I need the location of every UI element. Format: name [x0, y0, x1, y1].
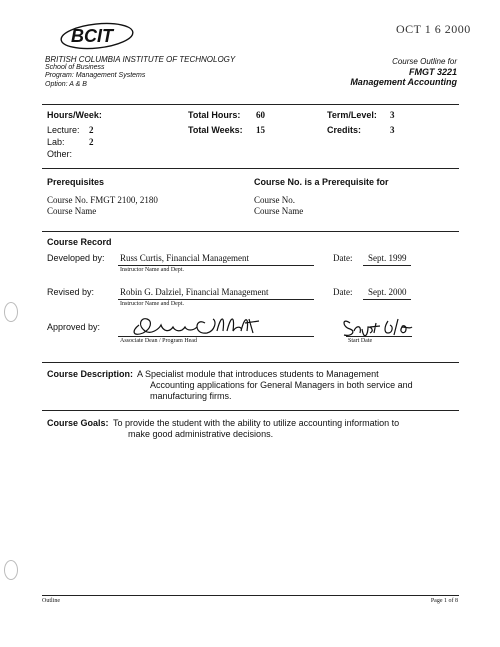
date-line [363, 299, 411, 300]
revised-caption: Instructor Name and Dept. [120, 301, 184, 307]
revised-date-label: Date: [333, 287, 353, 297]
option-name: Option: A & B [45, 81, 87, 88]
total-hours-label: Total Hours: [188, 110, 241, 120]
hours-week-label: Hours/Week: [47, 110, 102, 120]
prerequisite-for-title: Course No. is a Prerequisite for [254, 177, 389, 187]
course-code: FMGT 3221 [408, 67, 457, 77]
developed-by-value: Russ Curtis, Financial Management [120, 253, 249, 263]
date-line [363, 265, 411, 266]
start-date-caption: Start Date [348, 338, 373, 344]
course-goals-line: make good administrative decisions. [128, 429, 274, 439]
footer-left: Outline [42, 598, 60, 604]
term-level-label: Term/Level: [327, 110, 377, 120]
svg-text:BCIT: BCIT [71, 26, 113, 46]
course-description-label: Course Description: [47, 369, 134, 379]
course-goals-line: To provide the student with the ability to utilize accounting information to [113, 418, 400, 428]
divider [42, 104, 459, 105]
revised-by-value: Robin G. Dalziel, Financial Management [120, 287, 269, 297]
course-record-title: Course Record [47, 237, 112, 247]
developed-date-label: Date: [333, 253, 353, 263]
approved-by-label: Approved by: [47, 322, 101, 332]
punch-hole [4, 560, 18, 580]
lab-label: Lab: [47, 137, 65, 147]
term-level-value: 3 [390, 110, 395, 120]
total-weeks-value: 15 [256, 125, 265, 135]
course-goals-label: Course Goals: [47, 418, 109, 428]
signature-line [118, 299, 314, 300]
developed-date: Sept. 1999 [368, 253, 407, 263]
developed-caption: Instructor Name and Dept. [120, 267, 184, 273]
course-description-line: A Specialist module that introduces students to Management [137, 369, 379, 379]
signature-line [118, 336, 314, 337]
program-name: Program: Management Systems [45, 72, 146, 79]
footer-divider [42, 595, 459, 596]
page-number: Page 1 of 8 [430, 598, 458, 604]
credits-value: 3 [390, 125, 395, 135]
divider [42, 362, 459, 363]
course-description-line: Accounting applications for General Managers in both service and [150, 380, 413, 390]
divider [42, 231, 459, 232]
credits-label: Credits: [327, 125, 362, 135]
total-hours-value: 60 [256, 110, 265, 120]
lecture-label: Lecture: [47, 125, 80, 135]
outline-label: Course Outline for [392, 57, 457, 66]
prerequisites-title: Prerequisites [47, 177, 105, 187]
received-date-stamp: OCT 1 6 2000 [396, 22, 471, 36]
prerequisite-course-no: Course No. FMGT 2100, 2180 [47, 195, 158, 205]
course-description-line: manufacturing firms. [150, 391, 232, 401]
punch-hole [4, 302, 18, 322]
prerequisite-for-course-no: Course No. [254, 195, 295, 205]
prerequisite-course-name: Course Name [47, 206, 97, 216]
divider [42, 168, 459, 169]
total-weeks-label: Total Weeks: [188, 125, 243, 135]
revised-date: Sept. 2000 [368, 287, 407, 297]
approved-caption: Associate Dean / Program Head [120, 338, 197, 344]
divider [42, 410, 459, 411]
developed-by-label: Developed by: [47, 253, 105, 263]
prerequisite-for-course-name: Course Name [254, 206, 304, 216]
course-title: Management Accounting [350, 77, 457, 87]
other-label: Other: [47, 149, 73, 159]
lecture-value: 2 [89, 125, 94, 135]
lab-value: 2 [89, 137, 94, 147]
revised-by-label: Revised by: [47, 287, 95, 297]
signature-line [118, 265, 314, 266]
school-name: School of Business [45, 64, 105, 71]
date-line [346, 336, 412, 337]
institute-name: BRITISH COLUMBIA INSTITUTE OF TECHNOLOGY [45, 55, 236, 64]
bcit-logo [57, 20, 137, 57]
